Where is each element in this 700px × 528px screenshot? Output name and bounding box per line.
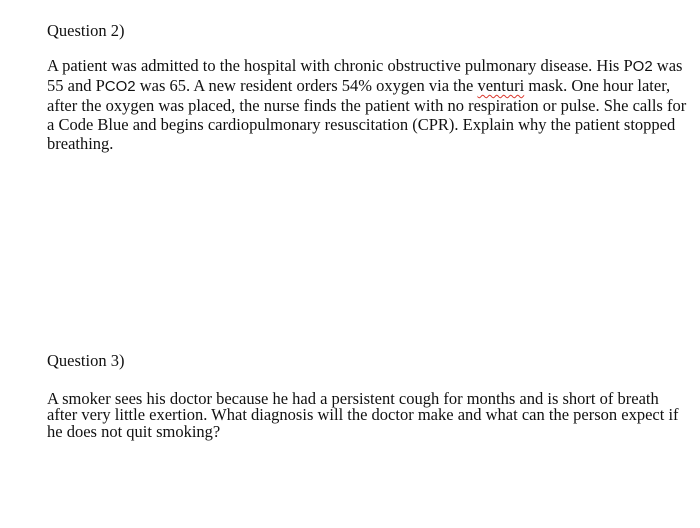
text-run: breathing. bbox=[47, 133, 114, 153]
question-3-line-3: he does not quit smoking? bbox=[47, 421, 221, 441]
question-2-line-2 bbox=[47, 77, 687, 97]
question-3-line-2: after very little exertion. What diagnosis will the doctor make and what can the person expect if bbox=[47, 405, 679, 425]
question-2-line-5 bbox=[47, 135, 687, 154]
question-3-text bbox=[47, 391, 687, 440]
pco2-subscript-text: CO2 bbox=[104, 77, 136, 95]
question-2-line-3 bbox=[47, 97, 687, 116]
text-run: was bbox=[652, 56, 683, 75]
question-3-line-1: A smoker sees his doctor because he had a persistent cough for months and is short of breath bbox=[47, 389, 659, 408]
question-2-line-4 bbox=[47, 116, 687, 135]
text-run: A patient was admitted to the hospital with chronic obstructive pulmonary disease. His P bbox=[47, 56, 633, 75]
misspelled-word-venturi[interactable]: venturi bbox=[477, 75, 525, 95]
po2-subscript-text: O2 bbox=[632, 58, 653, 75]
question-3-heading: Question 3) bbox=[47, 351, 125, 370]
text-run: 55 and P bbox=[47, 75, 105, 95]
question-2-text bbox=[47, 57, 687, 154]
question-2-line-1 bbox=[47, 57, 687, 77]
text-run: a Code Blue and begins cardiopulmonary resuscitation (CPR). Explain why the patient stopped bbox=[47, 114, 676, 134]
question-2-heading: Question 2) bbox=[47, 21, 125, 40]
text-run: after the oxygen was placed, the nurse finds the patient with no respiration or pulse. She calls for bbox=[47, 95, 687, 115]
text-run: was 65. A new resident orders 54% oxygen via the bbox=[135, 75, 478, 95]
text-run: mask. One hour later, bbox=[524, 75, 671, 95]
